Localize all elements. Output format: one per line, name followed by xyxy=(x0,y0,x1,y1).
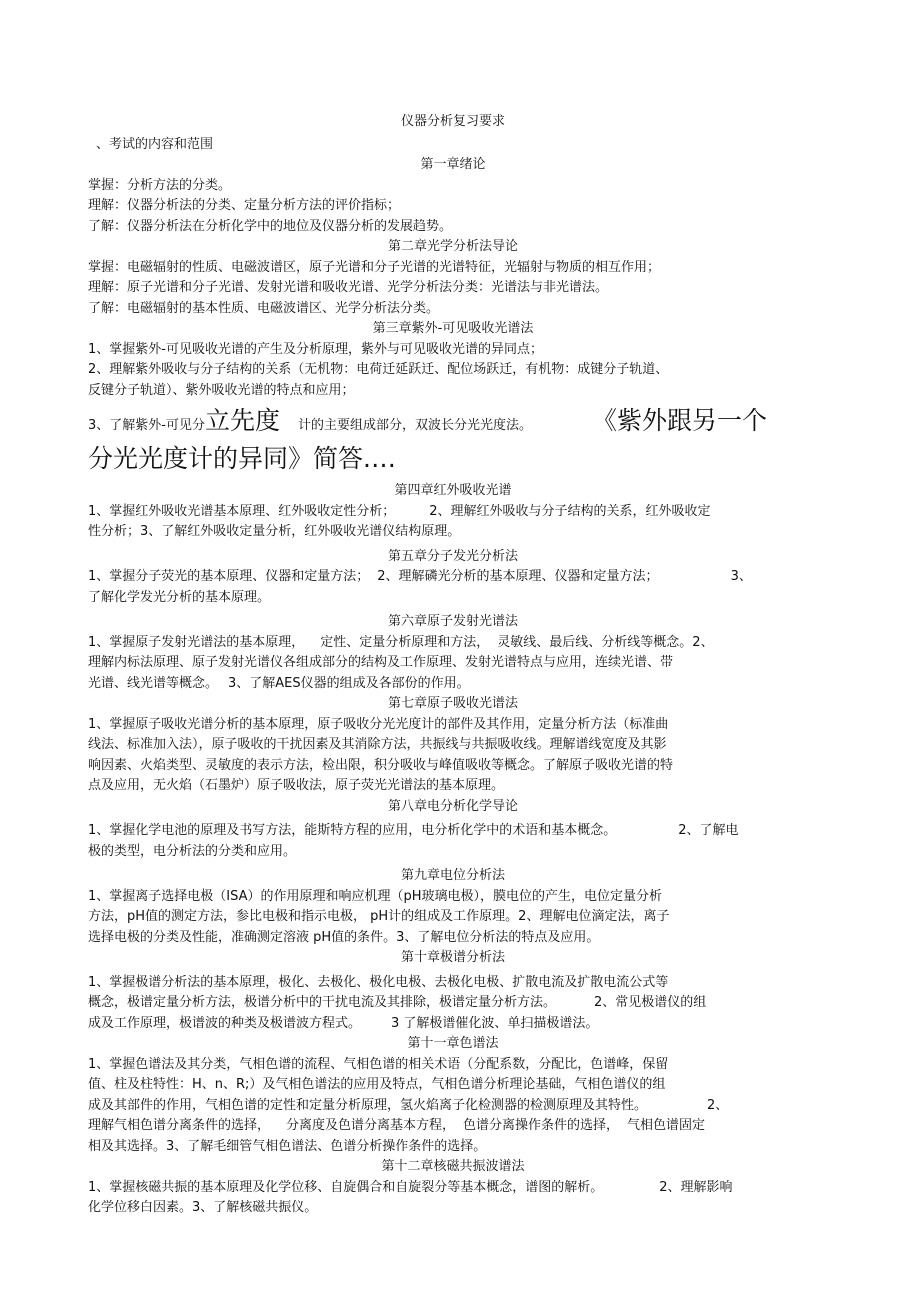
chapter-11-line-part: 分离度及色谱分离基本方程， xyxy=(286,1118,456,1133)
chapter-6-line-part: 定性、定量分析原理和方法， xyxy=(320,634,490,650)
chapter-5-line-part: 1、掌握分子荧光的基本原理、仪器和定量方法； xyxy=(88,569,370,584)
chapter-4-line xyxy=(88,502,818,523)
chapter-8-line-part: 2、了解电 xyxy=(678,823,739,838)
chapter-12-title: 第十二章核磁共振波谱法 xyxy=(381,1159,525,1174)
chapter-9-line: 方法，pH值的测定方法，参比电极和指示电极， pH计的组成及工作原理。2、理解电位滴定法，离子 xyxy=(88,909,670,924)
chapter-8-line: 极的类型，电分析法的分类和应用。 xyxy=(88,843,297,859)
chapter-12-line-part: 2、理解影响 xyxy=(659,1179,733,1195)
chapter-9-title: 第九章电位分析法 xyxy=(400,868,505,883)
chapter-2-line: 理解：原子光谱和分子光谱、发射光谱和吸收光谱、光学分析法分类：光谱法与非光谱法。 xyxy=(88,280,609,295)
chapter-5-title: 第五章分子发光分析法 xyxy=(387,548,518,564)
chapter-10-line-part: 3 了解极谱催化波、单扫描极谱法。 xyxy=(391,1015,599,1031)
chapter-11-title: 第十一章色谱法 xyxy=(407,1036,499,1051)
chapter-3-line-part: 3、了解紫外-可见分 xyxy=(88,418,205,433)
chapter-11-line-part: 气相色谱固定 xyxy=(627,1118,706,1133)
chapter-4-title: 第四章红外吸收光谱 xyxy=(394,483,512,498)
chapter-8-line-part: 1、掌握化学电池的原理及书写方法，能斯特方程的应用，电分析化学中的术语和基本概念。 xyxy=(88,823,617,838)
chapter-2-line: 掌握：电磁辐射的性质、电磁波谱区，原子光谱和分子光谱的光谱特征，光辐射与物质的相互作用； xyxy=(88,259,661,275)
chapter-3-title: 第三章紫外-可见吸收光谱法 xyxy=(372,321,534,336)
chapter-12-line xyxy=(88,1178,818,1199)
document-title: 仪器分析复习要求 xyxy=(400,114,505,129)
chapter-9-line: 1、掌握离子选择电极（ISA）的作用原理和响应机理（pH玻璃电极），膜电位的产生，电位定量分析 xyxy=(88,888,663,904)
chapter-6-line xyxy=(88,633,818,654)
chapter-2-line: 了解：电磁辐射的基本性质、电磁波谱区、光学分析法分类。 xyxy=(88,300,440,316)
chapter-10-line-part: 成及工作原理，极谱波的种类及极谱波方程式。 xyxy=(88,1015,362,1031)
chapter-5-line xyxy=(88,567,818,588)
chapter-1-line: 理解：仪器分析法的分类、定量分析方法的评价指标； xyxy=(88,198,401,213)
chapter-10-title: 第十章极谱分析法 xyxy=(400,950,505,965)
chapter-3-line: 2、理解紫外吸收与分子结构的关系（无机物：电荷迁延跃迁、配位场跃迁，有机物：成键分子轨道、 xyxy=(88,362,669,377)
chapter-3-line: 反键分子轨道）、紫外吸收光谱的特点和应用； xyxy=(88,382,355,398)
chapter-1-title: 第一章绪论 xyxy=(420,157,486,172)
chapter-11-line-part: 色谱分离操作条件的选择， xyxy=(463,1118,620,1133)
chapter-10-line xyxy=(88,1014,818,1035)
chapter-7-line: 点及应用，无火焰（石墨炉）原子吸收法，原子荧光光谱法的基本原理。 xyxy=(88,778,505,793)
chapter-11-line: 1、掌握色谱法及其分类，气相色谱的流程、气相色谱的相关术语（分配系数，分配比，色谱峰，保留 xyxy=(88,1056,669,1072)
chapter-6-line-part: 1、掌握原子发射光谱法的基本原理， xyxy=(88,634,305,650)
chapter-7-line: 1、掌握原子吸收光谱分析的基本原理，原子吸收分光光度计的部件及其作用，定量分析方法（标准曲 xyxy=(88,716,669,732)
chapter-10-line-part: 概念，极谱定量分析方法，极谱分析中的干扰电流及其排除，极谱定量分析方法。 xyxy=(88,995,557,1010)
chapter-3-large-line xyxy=(88,443,818,481)
chapter-12-line: 化学位移白因素。3、了解核磁共振仪。 xyxy=(88,1200,318,1215)
chapter-8-line xyxy=(88,821,818,842)
chapter-3-line-mixed xyxy=(88,405,818,443)
chapter-4-line: 性分析；3、了解红外吸收定量分析，红外吸收光谱仪结构原理。 xyxy=(88,524,461,539)
chapter-3-line: 1、掌握紫外-可见吸收光谱的产生及分析原理，紫外与可见吸收光谱的异同点； xyxy=(88,341,543,357)
chapter-4-line-part: 1、掌握红外吸收光谱基本原理、红外吸收定性分析； xyxy=(88,503,396,519)
chapter-6-line-part: 灵敏线、最后线、分析线等概念。2、 xyxy=(497,634,714,650)
chapter-11-line xyxy=(88,1096,818,1117)
chapter-11-line: 相及其选择。3、了解毛细管气相色谱法、色谱分析操作条件的选择。 xyxy=(88,1138,487,1154)
chapter-7-line: 线法、标准加入法），原子吸收的干扰因素及其消除方法，共振线与共振吸收线。理解谱线宽度及其影 xyxy=(88,737,667,752)
chapter-6-line-part: 3、了解AES仪器的组成及各部份的作用。 xyxy=(228,675,470,691)
chapter-1-line: 掌握：分析方法的分类。 xyxy=(88,177,232,193)
chapter-11-line-part: 2、 xyxy=(707,1097,729,1113)
chapter-3-large-text: 分光光度计的异同》简答.… xyxy=(88,444,396,473)
chapter-11-line xyxy=(88,1116,818,1137)
chapter-6-line: 理解内标法原理、原子发射光谱仪各组成部分的结构及工作原理、发射光谱特点与应用，连续光谱、带 xyxy=(88,655,674,670)
chapter-4-line-part: 2、理解红外吸收与分子结构的关系，红外吸收定 xyxy=(429,503,711,519)
chapter-3-line-part: 计的主要组成部分，双波长分光光度法。 xyxy=(297,418,532,433)
chapter-10-line-part: 2、常见极谱仪的组 xyxy=(594,995,707,1010)
chapter-11-line: 值、柱及柱特性：H、n、R;）及气相色谱法的应用及特点，气相色谱分析理论基础，气相色谱仪的组 xyxy=(88,1077,666,1092)
chapter-11-line-part: 成及其部件的作用，气相色谱的定性和定量分析原理，氢火焰离子化检测器的检测原理及其特性。 xyxy=(88,1097,648,1113)
chapter-3-large-text: 《紫外跟另一个 xyxy=(592,406,768,435)
chapter-6-title: 第六章原子发射光谱法 xyxy=(387,614,518,629)
chapter-10-line: 1、掌握极谱分析法的基本原理，极化、去极化、极化电极、去极化电极、扩散电流及扩散电流公式等 xyxy=(88,974,669,990)
chapter-8-title: 第八章电分析化学导论 xyxy=(387,798,518,814)
chapter-1-line: 了解：仪器分析法在分析化学中的地位及仪器分析的发展趋势。 xyxy=(88,218,453,234)
chapter-6-line xyxy=(88,674,818,695)
chapter-5-line-part: 3、 xyxy=(730,569,752,584)
section-heading: 、考试的内容和范围 xyxy=(96,136,214,152)
chapter-11-line-part: 理解气相色谱分离条件的选择， xyxy=(88,1118,271,1133)
chapter-2-title: 第二章光学分析法导论 xyxy=(387,239,518,254)
chapter-5-line-part: 2、理解磷光分析的基本原理、仪器和定量方法； xyxy=(377,569,659,584)
chapter-10-line xyxy=(88,993,818,1014)
chapter-5-line: 了解化学发光分析的基本原理。 xyxy=(88,589,271,605)
chapter-7-title: 第七章原子吸收光谱法 xyxy=(387,696,518,711)
chapter-7-line: 响因素、火焰类型、灵敏度的表示方法，检出限，积分吸收与峰值吸收等概念。了解原子吸收光谱的特 xyxy=(88,757,674,773)
chapter-3-large-text: 立先度 xyxy=(204,406,280,435)
chapter-12-line-part: 1、掌握核磁共振的基本原理及化学位移、自旋偶合和自旋裂分等基本概念，谱图的解析。 xyxy=(88,1179,604,1195)
chapter-6-line-part: 光谱、线光谱等概念。 xyxy=(88,675,219,691)
chapter-9-line: 选择电极的分类及性能，准确测定溶液 pH值的条件。3、了解电位分析法的特点及应用。 xyxy=(88,929,600,945)
document-body xyxy=(88,112,818,1219)
